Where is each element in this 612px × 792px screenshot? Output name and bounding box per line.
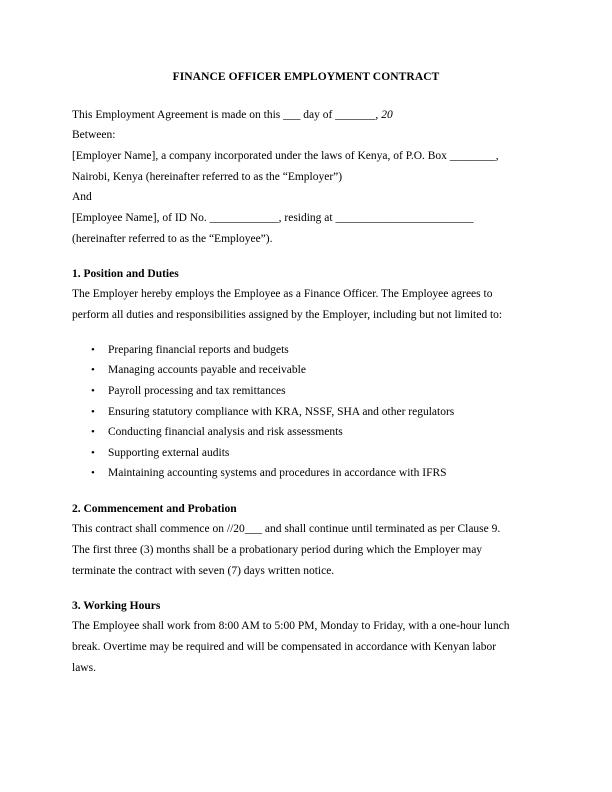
commencement-line-1: This contract shall commence on //20___ and shall continue until terminated as per Clause 9. — [72, 523, 501, 535]
bullet-marker: • — [91, 364, 95, 376]
hours-line-3: laws. — [72, 662, 96, 674]
position-para-line-2: perform all duties and responsibilities assigned by the Employer, including but not limited to: — [72, 309, 503, 321]
section-heading-position: 1. Position and Duties — [72, 268, 179, 280]
agreement-date-line — [72, 108, 542, 122]
between-label: Between: — [72, 129, 116, 141]
agreement-year: 20 — [381, 109, 393, 121]
hours-line-2: break. Overtime may be required and will be compensated in accordance with Kenyan labor — [72, 641, 497, 653]
employer-line-1: [Employer Name], a company incorporated under the laws of Kenya, of P.O. Box ________, — [72, 150, 499, 162]
duty-item: Preparing financial reports and budgets — [108, 344, 289, 356]
commencement-line-2: The first three (3) months shall be a probationary period during which the Employer may — [72, 544, 483, 556]
bullet-marker: • — [91, 406, 95, 418]
bullet-marker: • — [91, 426, 95, 438]
position-para-line-1: The Employer hereby employs the Employee as a Finance Officer. The Employee agrees to — [72, 288, 493, 300]
duty-item: Managing accounts payable and receivable — [108, 364, 306, 376]
section-heading-hours: 3. Working Hours — [72, 600, 161, 612]
duty-item: Ensuring statutory compliance with KRA, NSSF, SHA and other regulators — [108, 406, 455, 418]
and-label: And — [72, 191, 92, 203]
bullet-marker: • — [91, 385, 95, 397]
employee-line-1: [Employee Name], of ID No. ____________, residing at ________________________ — [72, 212, 474, 224]
bullet-marker: • — [91, 467, 95, 479]
bullet-marker: • — [91, 447, 95, 459]
bullet-marker: • — [91, 344, 95, 356]
duty-item: Conducting financial analysis and risk assessments — [108, 426, 343, 438]
employee-line-2: (hereinafter referred to as the “Employee”). — [72, 233, 273, 245]
duty-item: Maintaining accounting systems and procedures in accordance with IFRS — [108, 467, 447, 479]
duty-item: Payroll processing and tax remittances — [108, 385, 286, 397]
employer-line-2: Nairobi, Kenya (hereinafter referred to as the “Employer”) — [72, 171, 343, 183]
agreement-date-text: This Employment Agreement is made on this ___ day of _______, — [72, 109, 382, 121]
hours-line-1: The Employee shall work from 8:00 AM to 5:00 PM, Monday to Friday, with a one-hour lunch — [72, 620, 510, 632]
document-title: FINANCE OFFICER EMPLOYMENT CONTRACT — [172, 71, 440, 83]
section-heading-commencement: 2. Commencement and Probation — [72, 503, 237, 515]
duty-item: Supporting external audits — [108, 447, 230, 459]
commencement-line-3: terminate the contract with seven (7) days written notice. — [72, 565, 335, 577]
